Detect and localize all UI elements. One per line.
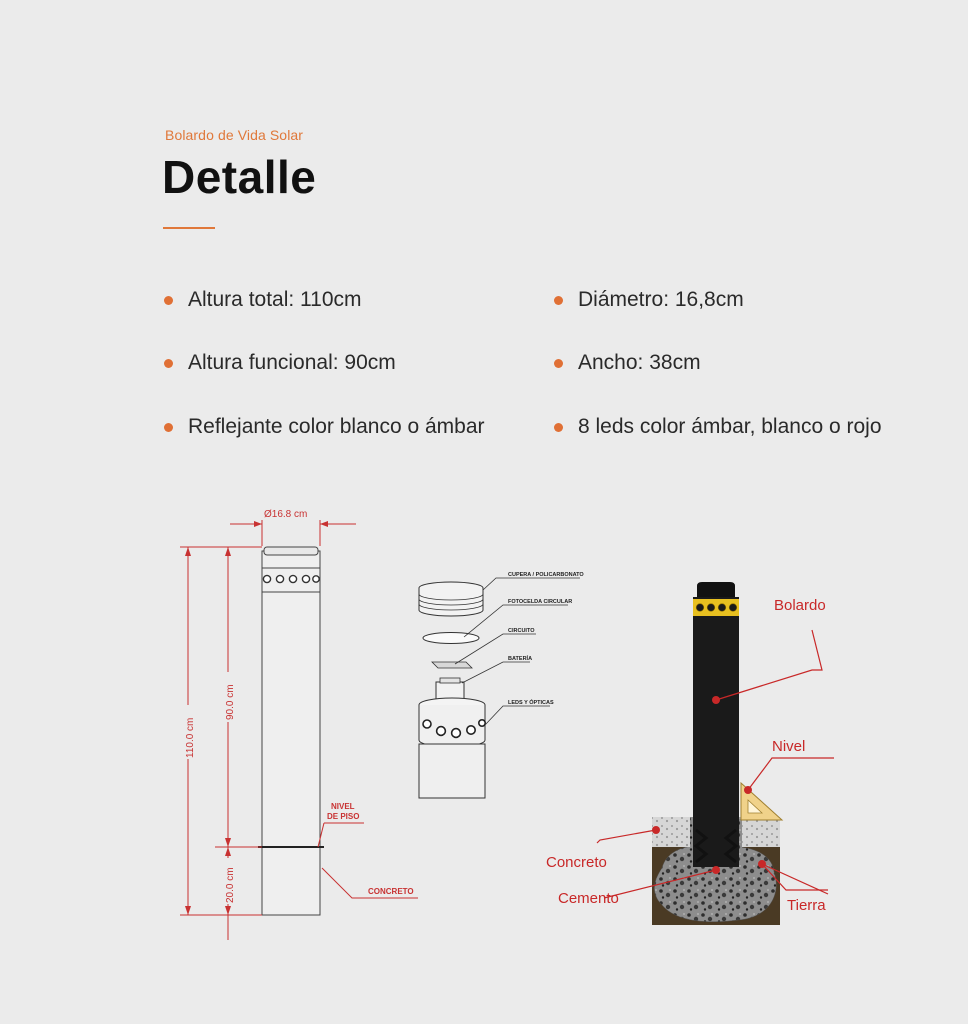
exploded-circuit-label: CIRCUITO: [508, 628, 535, 634]
bollard-label: Bolardo: [774, 597, 826, 614]
exploded-cap-label: CUPERA / POLICARBONATO: [508, 572, 584, 578]
technical-drawings: [0, 480, 968, 1000]
spec-item-diameter: [554, 288, 744, 312]
spec-item-width: [554, 351, 701, 375]
diameter-label: Ø16.8 cm: [264, 509, 308, 520]
exploded-drawing: [419, 572, 584, 798]
spec-item-total-height: [164, 288, 362, 312]
floor-level-label: NIVEL: [331, 802, 355, 811]
base-height-label: 20.0 cm: [225, 867, 236, 903]
spec-text: Diámetro: 16,8cm: [578, 288, 744, 311]
spec-text: Altura total: 110cm: [188, 288, 362, 311]
concrete-label-install: Concreto: [546, 854, 607, 871]
bullet-icon: [554, 423, 563, 432]
dimension-drawing: [180, 509, 418, 940]
functional-height-label: 90.0 cm: [225, 684, 236, 720]
bullet-icon: [554, 296, 563, 305]
bullet-icon: [554, 359, 563, 368]
bullet-icon: [164, 359, 173, 368]
soil-label: Tierra: [787, 897, 826, 914]
exploded-battery-label: BATERÍA: [508, 656, 533, 662]
bullet-icon: [164, 296, 173, 305]
spec-text: 8 leds color ámbar, blanco o rojo: [578, 415, 882, 438]
spec-list: [164, 280, 944, 460]
spec-text: Altura funcional: 90cm: [188, 351, 396, 374]
total-height-label: 110.0 cm: [185, 717, 196, 758]
spec-item-leds: [554, 415, 882, 439]
eyebrow-label: Bolardo de Vida Solar: [165, 127, 304, 143]
spec-item-functional-height: [164, 351, 396, 375]
spec-item-reflective: [164, 415, 485, 439]
exploded-leds-label: LEDS Y ÓPTICAS: [508, 700, 554, 706]
page-title: Detalle: [162, 151, 317, 203]
spec-text: Ancho: 38cm: [578, 351, 701, 374]
exploded-solar-cell-label: FOTOCELDA CIRCULAR: [508, 599, 573, 605]
cement-label: Cemento: [558, 890, 619, 907]
concrete-label: CONCRETO: [368, 887, 414, 896]
bullet-icon: [164, 423, 173, 432]
installation-drawing: [546, 582, 834, 925]
title-underline: [163, 227, 215, 229]
spec-text: Reflejante color blanco o ámbar: [188, 415, 485, 438]
floor-level-label-2: DE PISO: [327, 812, 360, 821]
level-label: Nivel: [772, 738, 806, 755]
